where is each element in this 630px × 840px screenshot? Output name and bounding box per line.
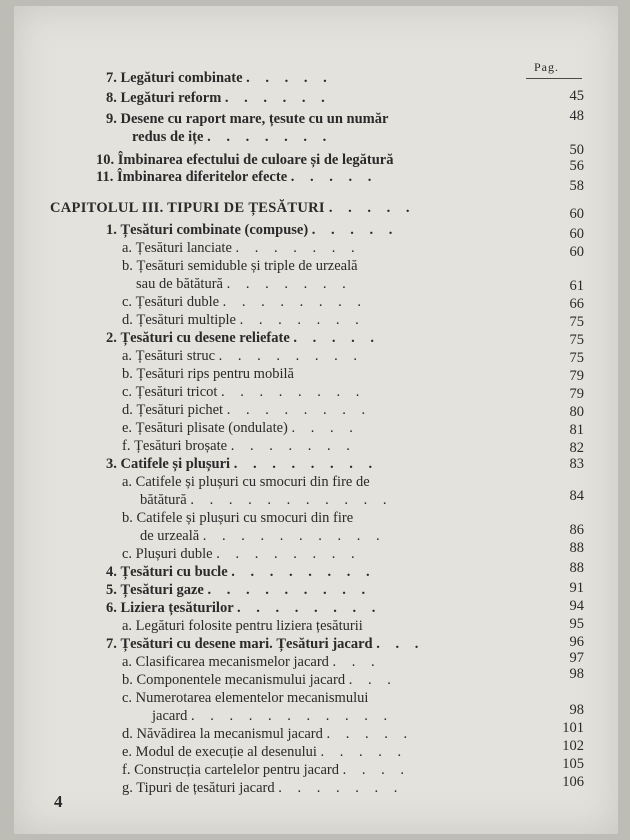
toc-entry [122,760,410,780]
toc-page-number: 75 [569,332,584,348]
leader-dots: . . . [376,636,425,652]
toc-page-number: 50 [569,142,584,158]
toc-page-number: 101 [562,720,584,736]
toc-title: sau de bătătură [136,276,223,292]
toc-entry [122,508,353,528]
toc-entry [106,68,333,88]
leader-dots: . . . . . . [224,90,331,106]
book-page [14,6,618,834]
toc-page-number: 83 [569,456,584,472]
toc-title: jacard [152,708,188,724]
toc-entry [106,109,388,129]
leader-dots: . . . . . . . [230,438,356,454]
toc-title: redus de ițe [132,129,204,145]
toc-entry [122,724,413,744]
page-number: 4 [54,792,63,811]
toc-page-number: 60 [569,226,584,242]
toc-title: d. Năvădirea la mecanismul jacard [122,726,323,742]
toc-entry [106,88,331,108]
toc-entry [122,310,365,330]
leader-dots: . . . . . [290,169,378,185]
leader-dots: . . . . . . . . . [207,582,372,598]
toc-entry [122,616,363,636]
toc-page-number: 60 [569,244,584,260]
toc-entry [106,454,378,474]
toc-entry [106,580,371,600]
toc-title: d. Țesături pichet [122,402,224,418]
toc-page-number: 66 [569,296,584,312]
leader-dots: . . . . . . . . [233,456,379,472]
toc-title: 6. Liziera țesăturilor [106,600,234,616]
leader-dots: . . . . . . . [278,780,404,796]
leader-dots: . . . . [342,762,410,778]
toc-entry [106,220,398,240]
toc-title: b. Țesături rips pentru mobilă [122,366,294,382]
toc-title: 7. Legături combinate [106,70,243,86]
leader-dots: . . . . . . . . [222,294,368,310]
leader-dots: . . . . . . . . [216,546,361,562]
leader-dots: . . . . . . . [235,240,361,256]
toc-title: 1. Țesături combinate (compuse) [106,222,309,238]
toc-page-number: 88 [569,540,584,556]
leader-dots: . . . . . [311,222,399,238]
leader-dots: . . . . . . . [207,129,333,145]
toc-entry [122,778,403,798]
toc-page-number: 75 [569,350,584,366]
leader-dots: . . . . . . . [239,312,365,328]
leader-dots: . . . . . [293,330,381,346]
toc-title: a. Țesături struc [122,348,216,364]
leader-dots: . . . . . . . . [218,348,364,364]
toc-entry [140,490,392,510]
leader-dots: . . . . . . . . [231,564,376,580]
leader-dots: . . . . . . . . . . . [191,708,394,724]
toc-page-number: 86 [569,522,584,538]
leader-dots: . . . . . . . . [221,384,366,400]
leader-dots: . . . . . . . . . . [202,528,386,544]
toc-entry [152,706,393,726]
toc-entry [106,328,380,348]
toc-entry [122,400,371,420]
toc-entry [122,238,361,258]
toc-entry [122,292,367,312]
toc-title: a. Țesături lanciate [122,240,232,256]
toc-page-number: 75 [569,314,584,330]
toc-entry [132,127,332,147]
toc-title: c. Țesături tricot [122,384,218,400]
toc-entry [122,544,361,564]
toc-page-number: 106 [562,774,584,790]
toc-entry [122,256,358,276]
toc-title: f. Construcția cartelelor pentru jacard [122,762,339,778]
leader-dots: . . . [332,654,381,670]
toc-entry [122,688,368,708]
toc-page-number: 58 [569,178,584,194]
toc-page-number: 81 [569,422,584,438]
toc-page-number: 84 [569,488,584,504]
toc-page-number: 79 [569,368,584,384]
toc-page-number: 61 [569,278,584,294]
toc-entry [140,526,386,546]
toc-title: b. Componentele mecanismului jacard [122,672,346,688]
toc-title: b. Țesături semiduble și triple de urzeală [122,258,358,274]
toc-page-number: 94 [569,598,584,614]
toc-page-number: 80 [569,404,584,420]
toc-page-number: 105 [562,756,584,772]
leader-dots: . . . . . . . . [226,402,372,418]
toc-entry [122,418,359,438]
chapter-heading [50,198,415,218]
toc-page-number: 95 [569,616,584,632]
toc-title: c. Numerotarea elementelor mecanismului [122,690,369,706]
toc-title: CAPITOLUL III. TIPURI DE ȚESĂTURI [50,200,325,216]
toc-title: c. Țesături duble [122,294,220,310]
toc-title: 2. Țesături cu desene reliefate [106,330,290,346]
leader-dots: . . . . . [246,70,333,86]
toc-title: a. Catifele și plușuri cu smocuri din fire de [122,474,370,490]
toc-entry [106,562,376,582]
toc-title: de urzeală [140,528,200,544]
toc-title: f. Țesături broșate [122,438,228,454]
toc-title: b. Catifele și plușuri cu smocuri din fire [122,510,354,526]
toc-page-number: 56 [569,158,584,174]
leader-dots: . . . . . . . . [237,600,382,616]
leader-dots: . . . . . . . [226,276,352,292]
toc-entry [122,742,407,762]
toc-page-number: 102 [562,738,584,754]
toc-entry [122,472,370,492]
header-rule [526,78,582,79]
toc-title: bătătură [140,492,187,508]
toc-entry [122,670,397,690]
toc-page-number: 91 [569,580,584,596]
toc-page-number: 98 [569,702,584,718]
toc-title: 5. Țesături gaze [106,582,204,598]
toc-entry [96,167,377,187]
toc-page-number: 45 [569,88,584,104]
toc-title: 4. Țesături cu bucle [106,564,228,580]
toc-title: c. Plușuri duble [122,546,213,562]
leader-dots: . . . . . . . . . . . [190,492,393,508]
toc-page-number: 97 [569,650,584,666]
toc-page-number: 98 [569,666,584,682]
toc-title: 8. Legături reform [106,90,222,106]
toc-title: e. Modul de execuție al desenului [122,744,317,760]
toc-title: 10. Îmbinarea efectului de culoare și de legătură [96,152,394,168]
toc-page-number: 88 [569,560,584,576]
leader-dots: . . . . . [326,726,414,742]
leader-dots: . . . [348,672,397,688]
leader-dots: . . . . [291,420,359,436]
toc-page-number: 48 [569,108,584,124]
toc-page-number: 82 [569,440,584,456]
toc-title: a. Clasificarea mecanismelor jacard [122,654,329,670]
toc-entry [122,382,365,402]
toc-title: 7. Țesături cu desene mari. Țesături jacard [106,636,373,652]
toc-entry [106,634,424,654]
toc-page-number: 60 [569,206,584,222]
toc-page-number: 96 [569,634,584,650]
toc-title: 11. Îmbinarea diferitelor efecte [96,169,288,185]
toc-title: 9. Desene cu raport mare, țesute cu un număr [106,111,389,127]
toc-entry [122,346,363,366]
toc-entry [122,652,381,672]
toc-page-number: 79 [569,386,584,402]
page-column-header: Pag. [534,60,559,74]
toc-title: 3. Catifele și plușuri [106,456,231,472]
leader-dots: . . . . . [320,744,408,760]
toc-title: e. Țesături plisate (ondulate) [122,420,288,436]
toc-entry [136,274,352,294]
toc-title: a. Legături folosite pentru liziera țesăturii [122,618,363,634]
toc-entry [122,364,294,384]
toc-title: d. Țesături multiple [122,312,236,328]
toc-entry [106,598,381,618]
leader-dots: . . . . . [328,200,416,216]
toc-title: g. Tipuri de țesături jacard [122,780,275,796]
toc-entry [122,436,356,456]
